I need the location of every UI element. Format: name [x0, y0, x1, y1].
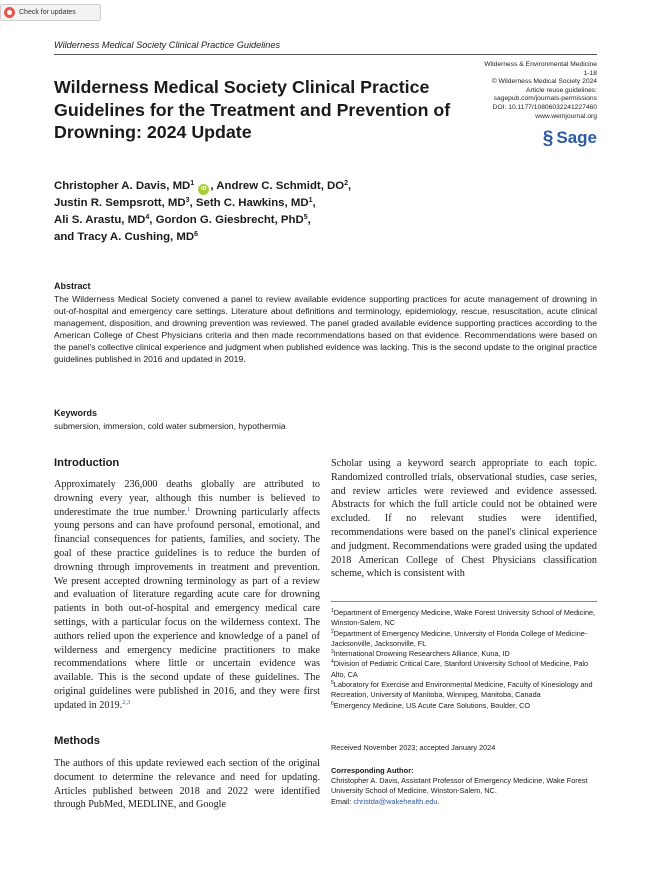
affiliation-text: International Drowning Researchers Alliance, Kuna, ID	[333, 649, 510, 659]
author-name: Justin R. Sempsrott, MD	[54, 197, 186, 209]
header-divider	[54, 54, 597, 55]
abstract-label: Abstract	[54, 281, 91, 291]
author-name: Seth C. Hawkins, MD	[195, 197, 309, 209]
introduction-paragraph	[54, 478, 320, 713]
affiliation-text: Department of Emergency Medicine, University of Florida College of Medicine-Jacksonville, Jacksonville, FL	[331, 628, 588, 648]
sage-logo	[543, 128, 597, 148]
affiliations	[331, 608, 597, 711]
corresponding-author-details	[331, 776, 597, 807]
permissions-link[interactable]: sagepub.com/journals-permissions	[493, 95, 597, 103]
author-name: Ali S. Arastu, MD	[54, 213, 146, 226]
affiliation-text: Emergency Medicine, US Acute Care Solutions, Boulder, CO	[333, 700, 531, 710]
affiliation-text: Laboratory for Exercise and Environmental Medicine, Faculty of Kinesiology and Recreation, University of Manitoba, Winnipeg, Manitoba, Canada	[331, 680, 593, 700]
affiliations-divider	[331, 601, 597, 602]
author-separator: ,	[149, 213, 156, 226]
received-dates: Received November 2023; accepted January 2024	[331, 743, 496, 752]
author-affiliation-ref: 4	[145, 213, 150, 221]
affiliation-number: 6	[331, 700, 334, 707]
author-affiliation-ref: 6	[194, 230, 198, 238]
author-separator: ,	[348, 180, 352, 192]
sage-s-icon: §	[542, 127, 554, 149]
email-link[interactable]: christda@wakehealth.edu	[353, 796, 438, 806]
keywords-label: Keywords	[54, 408, 98, 418]
doi[interactable]: DOI: 10.1177/10806032241227460	[492, 103, 597, 111]
author-affiliation-ref: 1	[308, 197, 313, 204]
affiliation-item	[331, 649, 597, 659]
sage-logo-text: Sage	[556, 128, 597, 147]
affiliation-number: 4	[331, 659, 334, 666]
reuse-guidelines-label: Article reuse guidelines:	[526, 86, 597, 94]
affiliation-item	[331, 659, 597, 680]
author-name: Gordon G. Giesbrecht, PhD	[155, 213, 304, 226]
methods-heading: Methods	[54, 735, 100, 747]
affiliation-number: 5	[331, 680, 334, 687]
copyright: © Wilderness Medical Society 2024	[491, 78, 597, 86]
check-updates-label: Check for updates	[19, 9, 76, 16]
intro-text-b: Drowning particularly affects young persons and can have profound personal, emotional, and financial consequences for patients, families, and society. The goal of these practice guidelines is to reduce the burden of drowning through improvements in treatment and prevention. We present accepted drowning terminology as part of a review and evaluation of literature regarding acute care for drowning patients in both out-of-hospital and emergency medical care settings, with a particular focus on the wilderness context. The authors relied upon the experience and knowledge of a panel of wilderness and emergency medicine practitioners to make recommendations where little or uncertain evidence was available. This is the second update of these guidelines. The original guidelines were published in 2016, and they were first updated in 2019.	[54, 506, 320, 711]
author-affiliation-ref: 2	[344, 180, 349, 187]
author-name: and Tracy A. Cushing, MD	[54, 230, 195, 243]
check-for-updates-button[interactable]	[0, 4, 101, 21]
check-updates-icon	[4, 7, 15, 18]
methods-paragraph: The authors of this update reviewed each section of the original document to determine the relevance and need for updating. Articles published between 2018 and 2022 were identified through PubMed, MEDLINE, and Google	[54, 758, 320, 811]
email-suffix: .	[437, 796, 440, 806]
orcid-icon[interactable]: iD	[198, 184, 209, 195]
author-affiliation-ref: 3	[185, 197, 190, 204]
introduction-heading: Introduction	[54, 457, 120, 469]
affiliation-text: Department of Emergency Medicine, Wake Forest University School of Medicine, Winston-Salem, NC	[331, 608, 596, 628]
affiliation-number: 1	[331, 608, 334, 614]
affiliation-item	[331, 701, 597, 711]
page-range: 1-18	[583, 69, 597, 77]
author-list	[54, 178, 474, 245]
corresponding-author-text: Christopher A. Davis, Assistant Professor of Emergency Medicine, Wake Forest University School of Medicine, Winston-Salem, NC.	[331, 776, 588, 796]
author-separator: ,	[312, 197, 316, 209]
reference-link[interactable]: 2,3	[122, 698, 131, 706]
author-separator: ,	[189, 197, 196, 209]
corresponding-author-heading: Corresponding Author:	[331, 766, 414, 775]
affiliation-item	[331, 629, 597, 650]
reference-link[interactable]: 1	[187, 505, 191, 513]
author-separator: ,	[210, 180, 217, 192]
abstract-text: The Wilderness Medical Society convened a panel to review available evidence supporting practices for acute management of drowning in out-of-hospital and emergency care settings. Literature about definitions and terminology, epidemiology, rescue, resuscitation, acute clinical management, disposition, and drowning prevention was reviewed. The panel graded available evidence supporting practices according to the American College of Chest Physicians criteria and then made recommendations based on that evidence. Recommendations were based on the panel's collective clinical experience and judgment when published evidence was lacking. This is the second update to the original practice guidelines published in 2016 and updated in 2019.	[54, 294, 597, 365]
intro-text-a: Approximately 236,000 deaths globally are attributed to drowning every year, although this number is believed to underestimate the true number.	[54, 479, 320, 518]
author-name: Andrew C. Schmidt, DO	[216, 180, 345, 192]
journal-website-link[interactable]: www.wemjournal.org	[535, 112, 597, 120]
affiliation-number: 3	[331, 649, 334, 656]
email-label: Email:	[331, 796, 354, 806]
author-affiliation-ref: 1	[190, 180, 195, 187]
running-head: Wilderness Medical Society Clinical Practice Guidelines	[54, 40, 281, 50]
article-title: Wilderness Medical Society Clinical Practice Guidelines for the Treatment and Prevention of Drowning: 2024 Update	[54, 77, 451, 142]
affiliation-text: Division of Pediatric Critical Care, Stanford University School of Medicine, Palo Alto, CA	[331, 659, 589, 679]
journal-name: Wilderness & Environmental Medicine	[484, 61, 597, 68]
keywords-text: submersion, immersion, cold water submersion, hypothermia	[54, 421, 286, 431]
author-separator: ,	[307, 213, 311, 226]
methods-continued-paragraph: Scholar using a keyword search appropriate to each topic. Randomized controlled trials, observational studies, case series, and review articles were reviewed and evidence assessed. Abstracts for which the full article could not be obtained were excluded. If no relevant studies were identified, recommendations were based on the panel's clinical experience and judgment. Recommendations were graded using the updated 2018 American College of Chest Physicians classification scheme, which is consistent with	[331, 458, 597, 580]
affiliation-item	[331, 608, 597, 629]
author-name: Christopher A. Davis, MD	[54, 180, 191, 192]
author-affiliation-ref: 5	[303, 213, 308, 221]
corresponding-author-email-line	[331, 797, 597, 807]
affiliation-number: 2	[331, 628, 334, 635]
affiliation-item	[331, 680, 597, 701]
